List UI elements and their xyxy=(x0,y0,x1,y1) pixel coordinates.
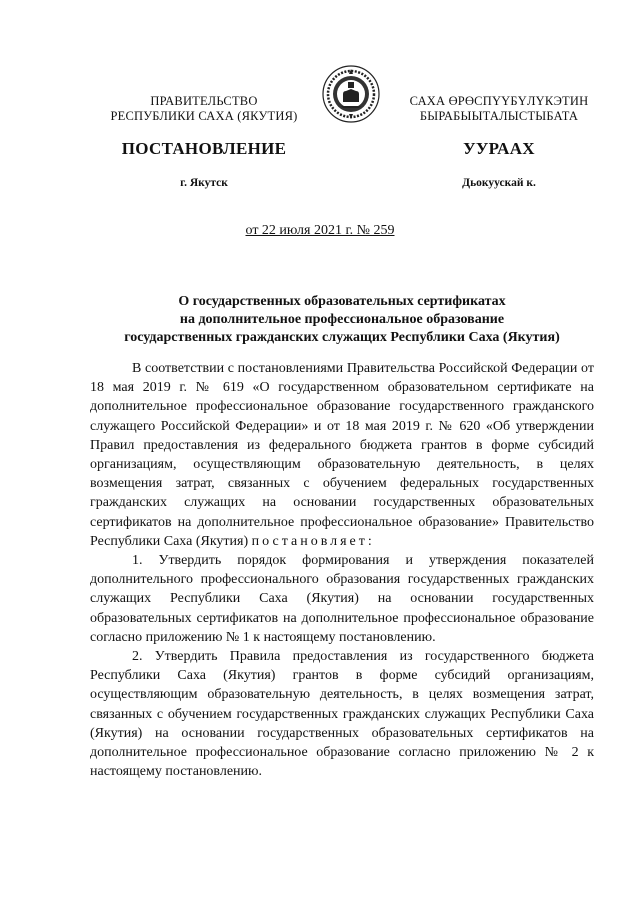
issuer-russian-line2: РЕСПУБЛИКИ САХА (ЯКУТИЯ) xyxy=(110,109,298,123)
coat-of-arms-icon xyxy=(321,64,381,124)
issuer-yakut xyxy=(394,94,604,124)
issuer-yakut-line2: БЫРАБЫЫТАЛЫСТЫБАТА xyxy=(419,109,579,123)
document-title-line1: О государственных образовательных сертификатах xyxy=(178,294,506,309)
document-title-line2: на дополнительное профессиональное образование xyxy=(179,312,505,327)
city-russian: г. Якутск xyxy=(180,177,228,189)
document-title-line3: государственных гражданских служащих Республики Саха (Якутия) xyxy=(124,330,560,345)
document-title xyxy=(92,293,592,347)
doc-type-russian: ПОСТАНОВЛЕНИЕ xyxy=(121,139,287,158)
preamble-text: В соответствии с постановлениями Правительства Российской Федерации от 18 мая 2019 г. № 619 «О государственном образовательном сертификате на дополнительное профессиональное образование государственного гражданского служащего Российской Федерации» и от 18 мая 2019 г. № 620 «Об утверждении Правил предоставления из федерального бюджета грантов в форме субсидий организациям, осуществляющим образовательную деятельность, в целях возмещения затрат, связанных с обучением федеральных государственных гражданских служащих на основании государственных образовательных сертификатов на дополнительное профессиональное образование» Правительство Республики Саха (Якутия) xyxy=(90,361,594,549)
date-number-text: от 22 июля 2021 г. № 259 xyxy=(245,223,395,238)
item-1-paragraph: 1. Утвердить порядок формирования и утверждения показателей дополнительного профессионального образования государственных гражданских служащих Республики Саха (Якутия) на основании государственных образовательных сертификатов на дополнительное профессиональное образование согласно приложению № 1 к настоящему постановлению. xyxy=(90,553,594,645)
doc-type-yakut: УУРААХ xyxy=(463,139,535,158)
item-2-paragraph: 2. Утвердить Правила предоставления из государственного бюджета Республики Саха (Якутия) грантов в форме субсидий организациям, осуществляющим образовательную деятельность, в целях возмещения затрат, связанных с обучением государственных гражданских служащих Республики Саха (Якутия) на основании государственных образовательных сертификатов на дополнительное профессиональное образование согласно приложению № 2 к настоящему постановлению. xyxy=(90,649,594,780)
decree-word: постановляет: xyxy=(251,533,375,549)
preamble-paragraph xyxy=(90,359,594,551)
issuer-yakut-line1: САХА ӨРӨСПҮҮБҮЛҮКЭТИН xyxy=(409,94,589,108)
date-number-line xyxy=(0,223,640,239)
issuer-russian xyxy=(104,94,304,124)
document-body xyxy=(90,359,594,781)
issuer-russian-line1: ПРАВИТЕЛЬСТВО xyxy=(150,94,258,108)
city-yakut: Дьокуускай к. xyxy=(462,177,536,189)
